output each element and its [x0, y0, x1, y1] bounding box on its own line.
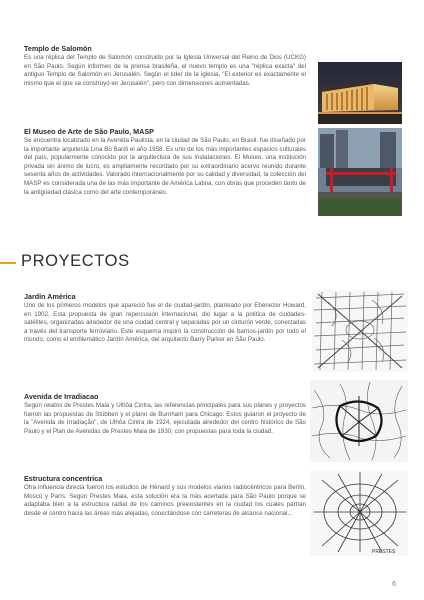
- section-text: Uno de los primeros modelos que apareció fue el de ciudad-jardín, planteado por Ebenezer Howard, en 1902. Esta propuesta de gran repercusión internacional, dio lugar a la política de ciudades-satélites, organizadas alrededor de una ciudad central y separadas por un cinturón verde, conectadas a través del transporte ferroviario. Este esquema inspiró la construcción de barrios-jardín por todo el mundo, como el emblemático Jardín América, del arquitecto Barry Parker en São Paulo.: [24, 302, 306, 344]
- section-avenida: [24, 392, 306, 436]
- section-jardin-america: [24, 292, 306, 345]
- section-text: Es una réplica del Templo de Salomón construido por la Iglesia Universal del Reino de Dios (UCKG) en São Paulo. Según informes de la prensa brasileña, el nuevo templo es una "réplica exacta" del antiguo Templo de Salomón en Jerusalén. Según el líder de la iglesia, "El exterior es exactamente el mismo que el que se construyó en Jerusalén", pero con dimensiones aumentadas.: [24, 54, 306, 87]
- section-text: Según relatos de Prestes Maia y Ulhôa Cintra, las referencias principales para sus planes y proyectos fueron las propuestas de Stübben y el plano de Burnham para Chicago. Estos guiaron el proyecto de la "Avenida de Irradiação", de Ulhôa Cintra de 1924, ejecutada alrededor del centro histórico de São Paulo y el Plan de Avenidas de Prestes Maia de 1930, con propuestas para toda la ciudad.: [24, 402, 306, 435]
- section-text: Otra influencia directa fueron los estudios de Hénard y sus modelos viarios radiocéntricos para Berlín, Moscú y París. Según Prestes Maia, esta solución era la más acertada para São Paulo porque se adaptaba bien a la estructura radial de los caminos preexistentes en la ciudad los cuales partían desde el centro hacia las áreas más alejadas, conectándose con carreteras de alcance nacional...: [24, 484, 306, 517]
- jardin-america-map: [312, 290, 408, 372]
- section-masp: [24, 127, 306, 197]
- section-text: Se encuentra localizado en la Avenida Paulista, en la ciudad de São Paulo, en Brasil. fue diseñado por la importante arquitecta Lina Bo Bardi el año 1958. Es uno de los más importantes espacios culturales del país, popularmente conocido por la arquitectura de sus instalaciones. El Museo, una institución privada sin ánimo de lucro, es ampliamente recordado por su extraordinario acervo reunido durante sesenta años de actividades. Valorado internacionalmente por su calidad y diversidad, la colección del MASP es considerada una de las más importante de América Latina, con obras que proceden tanto de la antigüedad clásica como del arte contemporáneo.: [24, 137, 306, 196]
- section-estructura: [24, 474, 306, 518]
- section-title: El Museo de Arte de São Paulo, MASP: [24, 127, 154, 136]
- section-title: Jardín América: [24, 292, 76, 301]
- avenida-irradiacao-map: [310, 380, 408, 462]
- page-heading: PROYECTOS: [21, 252, 130, 270]
- temple-photo: [318, 62, 402, 124]
- map-label: PRESTES: [372, 549, 396, 555]
- estructura-concentrica-map: [310, 470, 408, 556]
- page-number: 6: [392, 581, 396, 588]
- section-title: Templo de Salomón: [24, 44, 92, 53]
- section-title: Avenida de Irradiacao: [24, 392, 99, 401]
- section-templo: [24, 44, 306, 88]
- masp-photo: [318, 128, 402, 216]
- heading-accent: [0, 262, 16, 264]
- section-title: Estructura concentrica: [24, 474, 103, 483]
